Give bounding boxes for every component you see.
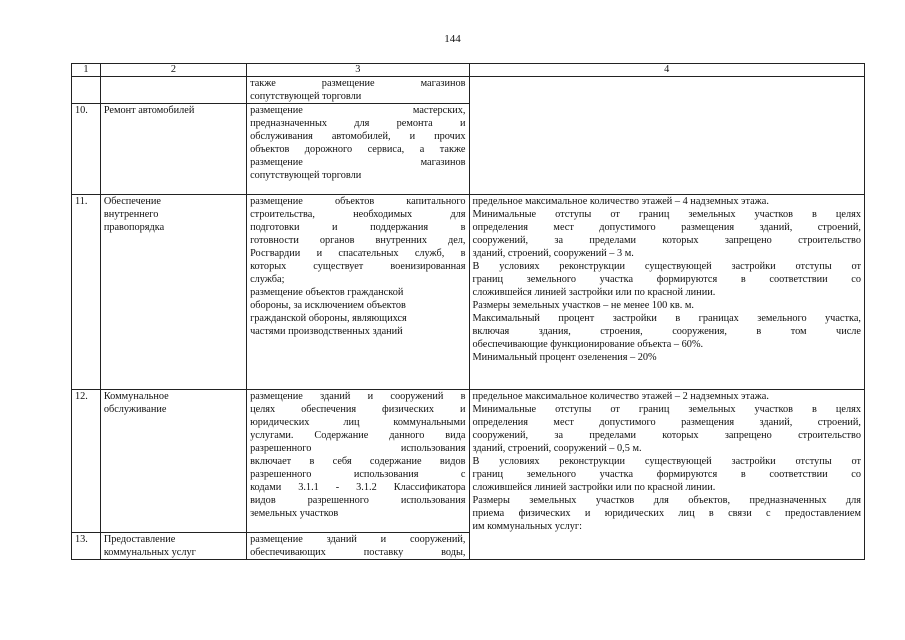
- column-number-row: [72, 64, 865, 77]
- text-line: В условиях реконструкции существующей застройки отступы от: [472, 261, 861, 272]
- use-name-cell: [100, 533, 246, 560]
- text-line: сопутствующей торговли: [250, 170, 362, 181]
- text-line: Размеры земельных участков для объектов, предназначенных для: [472, 495, 861, 506]
- use-name-cell: [100, 104, 246, 195]
- text-line: приема физических и юридических лиц в связи с предоставлением: [472, 508, 861, 519]
- text-line: зданий, строений, сооружений – 0,5 м.: [472, 443, 642, 454]
- text-line: подготовки и поддержания в: [250, 222, 466, 233]
- text-line: обеспечивающих поставку воды,: [250, 547, 466, 558]
- text-line: сооружений, за пределами которых запрещено строительство: [472, 430, 861, 441]
- text-line: целях обеспечения физических и: [250, 404, 466, 415]
- text-line: гражданской обороны, являющихся: [250, 313, 407, 324]
- parameters-cell: [469, 77, 865, 195]
- table-row: [72, 390, 865, 533]
- text-line: сопутствующей торговли: [250, 91, 362, 102]
- column-number: 2: [100, 64, 246, 77]
- use-description-cell: [247, 77, 469, 104]
- use-description-cell: [247, 390, 469, 533]
- parameters-cell: [469, 390, 865, 560]
- text-line: границ земельного участка формируются в соответствии со: [472, 469, 861, 480]
- text-line: сооружений, за пределами которых запрещено строительство: [472, 235, 861, 246]
- text-line: предельное максимальное количество этажей – 2 надземных этажа.: [472, 391, 769, 402]
- text-line: включая здания, строения, сооружения, в том числе: [472, 326, 861, 337]
- text-line: частями производственных зданий: [250, 326, 403, 337]
- table-row: [72, 195, 865, 390]
- text-line: служба;: [250, 274, 285, 285]
- text-line: размещение магазинов: [250, 157, 466, 168]
- row-number: 12.: [72, 390, 101, 533]
- text-line: сложившейся линией застройки или по красной линии.: [472, 482, 716, 493]
- text-line: Максимальный процент застройки в границах земельного участка,: [472, 313, 861, 324]
- text-line: Предоставление: [103, 534, 176, 545]
- row-number: 10.: [72, 104, 101, 195]
- text-line: размещение мастерских,: [250, 105, 466, 116]
- text-line: им коммунальных услуг:: [472, 521, 582, 532]
- use-name-cell: [100, 195, 246, 390]
- text-line: Размеры земельных участков – не менее 100 кв. м.: [472, 300, 694, 311]
- column-number: 1: [72, 64, 101, 77]
- text-line: предельное максимальное количество этажей – 4 надземных этажа.: [472, 196, 769, 207]
- text-line: Обеспечение: [103, 196, 161, 207]
- text-line: услугами. Содержание данного вида: [250, 430, 466, 441]
- text-line: коммунальных услуг: [103, 547, 196, 558]
- text-line: готовности органов внутренних дел,: [250, 235, 466, 246]
- text-line: обеспечивающие функционирование объекта – 60%.: [472, 339, 704, 350]
- text-line: В условиях реконструкции существующей застройки отступы от: [472, 456, 861, 467]
- text-line: зданий, строений, сооружений – 3 м.: [472, 248, 634, 259]
- text-line: обслуживания автомобилей, и прочих: [250, 131, 466, 142]
- text-line: предназначенных для ремонта и: [250, 118, 466, 129]
- text-line: Минимальные отступы от границ земельных участков в целях: [472, 404, 861, 415]
- text-line: определения мест допустимого размещения зданий, строений,: [472, 417, 861, 428]
- text-line: объектов дорожного сервиса, а также: [250, 144, 466, 155]
- use-description-cell: [247, 104, 469, 195]
- text-line: границ земельного участка формируются в соответствии со: [472, 274, 861, 285]
- regulations-table: [71, 63, 865, 560]
- column-number: 3: [247, 64, 469, 77]
- text-line: сложившейся линией застройки или по красной линии.: [472, 287, 716, 298]
- text-line: Минимальный процент озеленения – 20%: [472, 352, 657, 363]
- text-line: обслуживание: [103, 404, 167, 415]
- text-line: Ремонт автомобилей: [103, 105, 195, 116]
- text-line: внутреннего: [103, 209, 159, 220]
- text-line: разрешенного использования: [250, 443, 466, 454]
- row-number: [72, 77, 101, 104]
- column-number: 4: [469, 64, 865, 77]
- table-row: [72, 77, 865, 104]
- text-line: Минимальные отступы от границ земельных участков в целях: [472, 209, 861, 220]
- use-description-cell: [247, 533, 469, 560]
- use-name-cell: [100, 77, 246, 104]
- text-line: юридических лиц коммунальными: [250, 417, 466, 428]
- text-line: правопорядка: [103, 222, 165, 233]
- use-name-cell: [100, 390, 246, 533]
- text-line: видов разрешенного использования: [250, 495, 466, 506]
- parameters-cell: [469, 195, 865, 390]
- text-line: размещение зданий и сооружений,: [250, 534, 466, 545]
- text-line: которых существует военизированная: [250, 261, 466, 272]
- text-line: обороны, за исключением объектов: [250, 300, 406, 311]
- text-line: размещение объектов гражданской: [250, 287, 404, 298]
- use-description-cell: [247, 195, 469, 390]
- text-line: размещение зданий и сооружений в: [250, 391, 466, 402]
- text-line: определения мест допустимого размещения зданий, строений,: [472, 222, 861, 233]
- text-line: размещение объектов капитального: [250, 196, 466, 207]
- text-line: строительства, необходимых для: [250, 209, 466, 220]
- text-line: Коммунальное: [103, 391, 169, 402]
- text-line: разрешенного использования с: [250, 469, 466, 480]
- row-number: 13.: [72, 533, 101, 560]
- text-line: Росгвардии и спасательных служб, в: [250, 248, 466, 259]
- text-line: также размещение магазинов: [250, 78, 466, 89]
- text-line: включает в себя содержание видов: [250, 456, 466, 467]
- text-line: кодами 3.1.1 - 3.1.2 Классификатора: [250, 482, 466, 493]
- row-number: 11.: [72, 195, 101, 390]
- text-line: земельных участков: [250, 508, 339, 519]
- page-number: 144: [444, 33, 461, 45]
